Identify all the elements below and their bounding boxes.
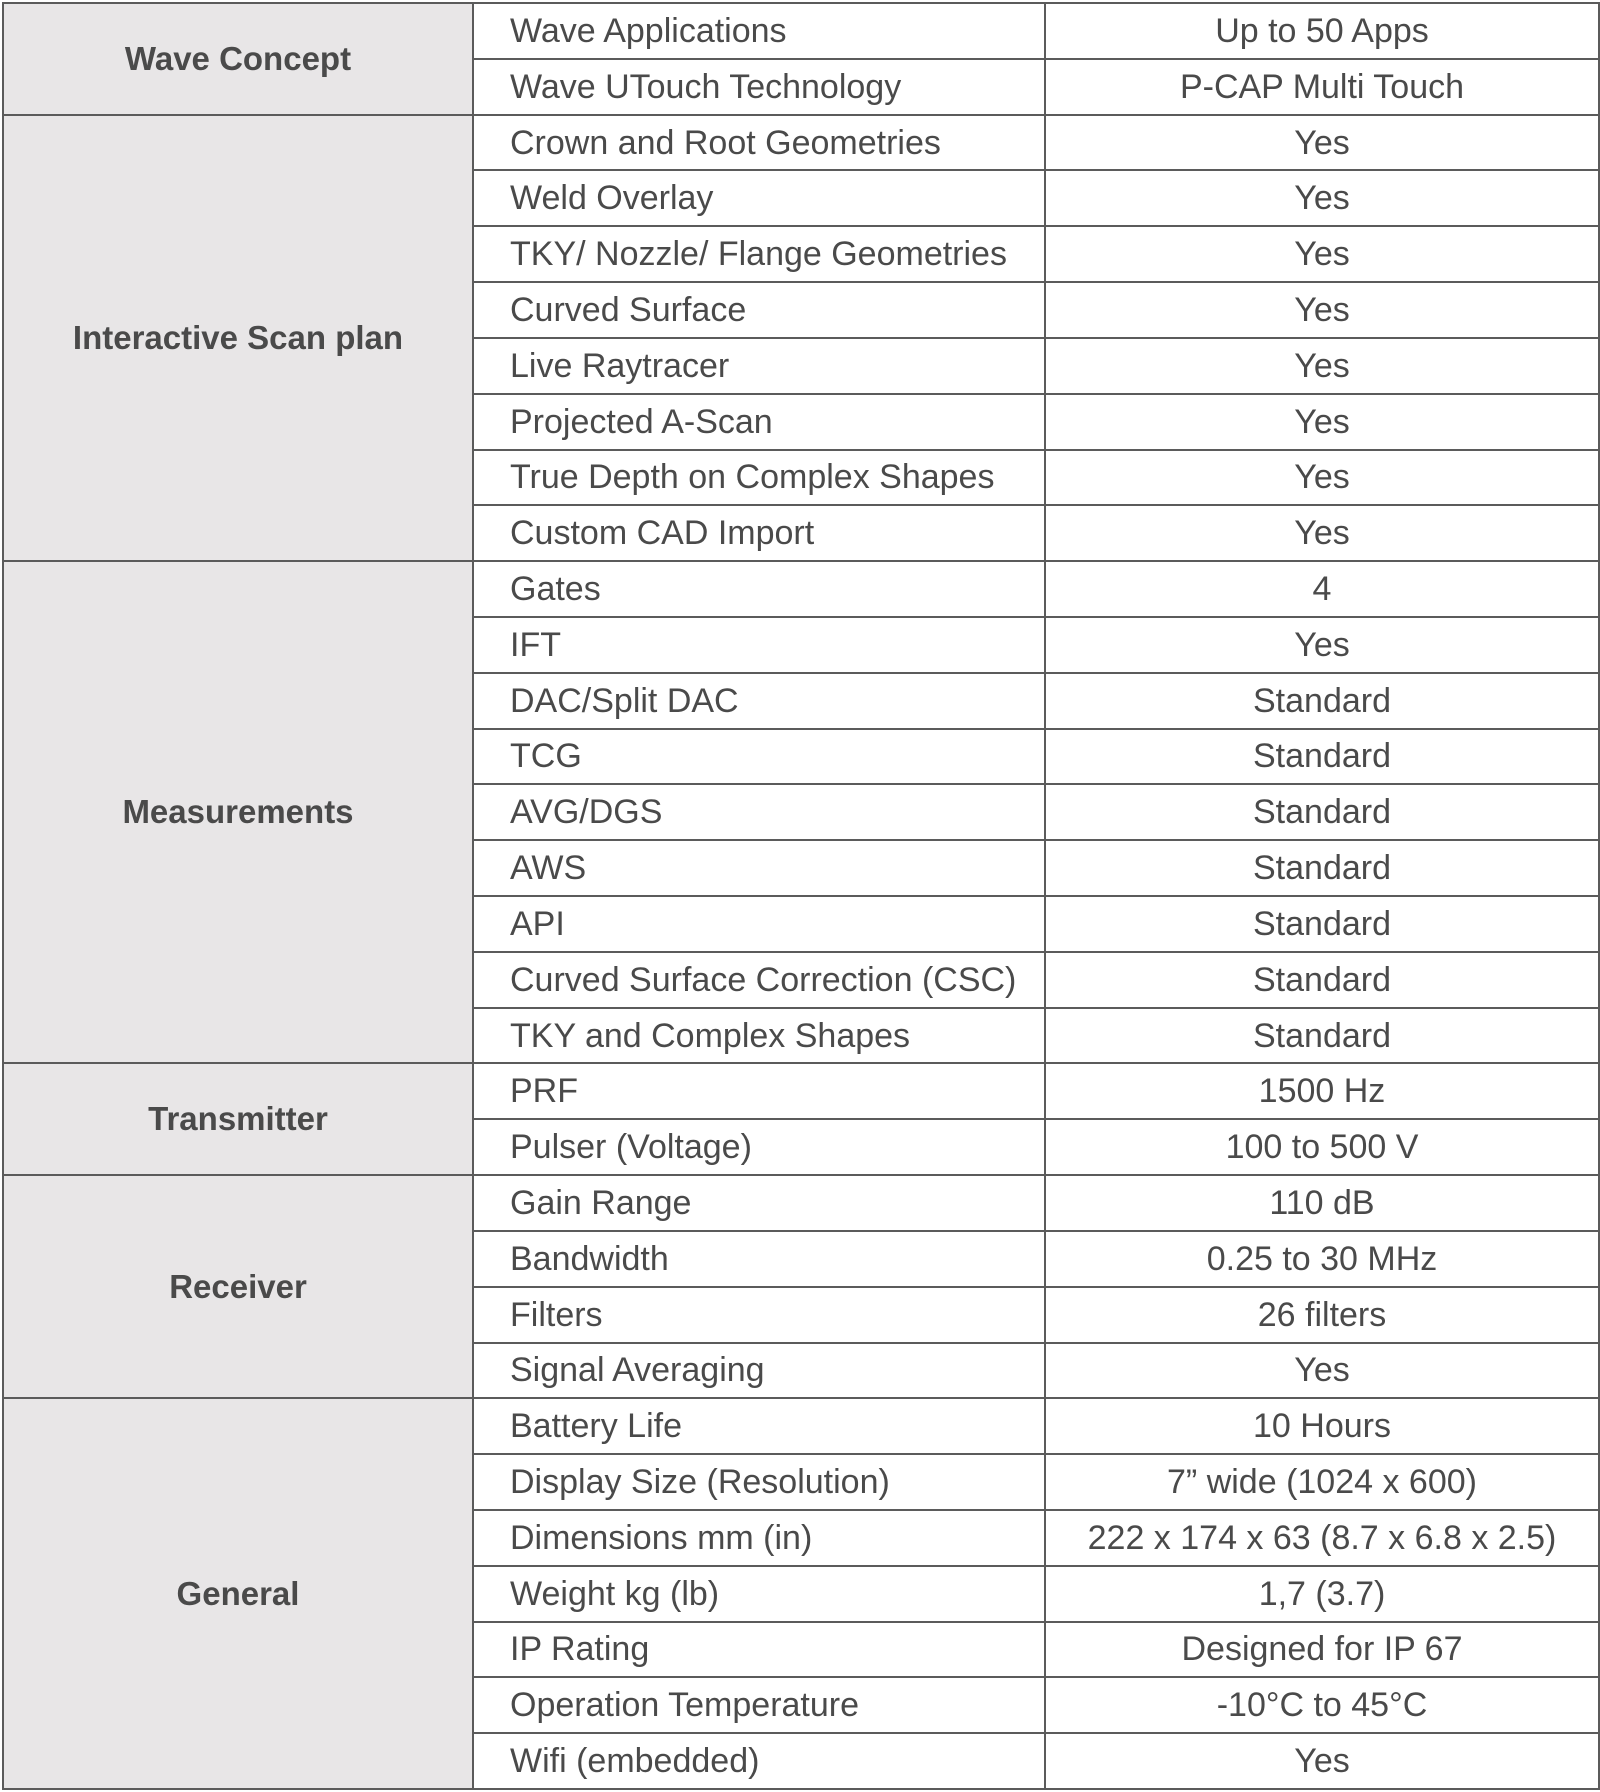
value-cell: Yes	[1045, 338, 1599, 394]
feature-cell: Operation Temperature	[473, 1677, 1045, 1733]
value-cell: Standard	[1045, 952, 1599, 1008]
value-cell: Standard	[1045, 729, 1599, 785]
feature-cell: Weight kg (lb)	[473, 1566, 1045, 1622]
feature-cell: Display Size (Resolution)	[473, 1454, 1045, 1510]
value-cell: Standard	[1045, 896, 1599, 952]
feature-cell: Signal Averaging	[473, 1343, 1045, 1399]
value-cell: 0.25 to 30 MHz	[1045, 1231, 1599, 1287]
value-cell: 100 to 500 V	[1045, 1119, 1599, 1175]
feature-cell: Projected A-Scan	[473, 394, 1045, 450]
value-cell: Yes	[1045, 226, 1599, 282]
feature-cell: Pulser (Voltage)	[473, 1119, 1045, 1175]
feature-cell: AVG/DGS	[473, 784, 1045, 840]
feature-cell: True Depth on Complex Shapes	[473, 450, 1045, 506]
feature-cell: Battery Life	[473, 1398, 1045, 1454]
value-cell: Yes	[1045, 450, 1599, 506]
value-cell: 1,7 (3.7)	[1045, 1566, 1599, 1622]
category-cell: Receiver	[3, 1175, 473, 1398]
value-cell: Designed for IP 67	[1045, 1622, 1599, 1678]
table-row	[3, 3, 1599, 59]
value-cell: Standard	[1045, 673, 1599, 729]
feature-cell: Gain Range	[473, 1175, 1045, 1231]
feature-cell: Bandwidth	[473, 1231, 1045, 1287]
specifications-table	[2, 2, 1600, 1790]
feature-cell: Curved Surface Correction (CSC)	[473, 952, 1045, 1008]
category-cell: General	[3, 1398, 473, 1789]
feature-cell: Gates	[473, 561, 1045, 617]
value-cell: Yes	[1045, 394, 1599, 450]
feature-cell: Dimensions mm (in)	[473, 1510, 1045, 1566]
value-cell: Yes	[1045, 617, 1599, 673]
feature-cell: Wifi (embedded)	[473, 1733, 1045, 1789]
feature-cell: API	[473, 896, 1045, 952]
table-row	[3, 1175, 1599, 1231]
feature-cell: Curved Surface	[473, 282, 1045, 338]
value-cell: Yes	[1045, 1343, 1599, 1399]
value-cell: Standard	[1045, 1008, 1599, 1064]
value-cell: 222 x 174 x 63 (8.7 x 6.8 x 2.5)	[1045, 1510, 1599, 1566]
feature-cell: IP Rating	[473, 1622, 1045, 1678]
value-cell: 4	[1045, 561, 1599, 617]
table-row	[3, 1063, 1599, 1119]
feature-cell: TCG	[473, 729, 1045, 785]
table-row	[3, 115, 1599, 171]
feature-cell: AWS	[473, 840, 1045, 896]
value-cell: Standard	[1045, 840, 1599, 896]
value-cell: Yes	[1045, 1733, 1599, 1789]
category-cell: Interactive Scan plan	[3, 115, 473, 562]
feature-cell: PRF	[473, 1063, 1045, 1119]
category-cell: Transmitter	[3, 1063, 473, 1175]
value-cell: 1500 Hz	[1045, 1063, 1599, 1119]
value-cell: 26 filters	[1045, 1287, 1599, 1343]
feature-cell: TKY/ Nozzle/ Flange Geometries	[473, 226, 1045, 282]
feature-cell: Wave UTouch Technology	[473, 59, 1045, 115]
value-cell: Yes	[1045, 282, 1599, 338]
value-cell: -10°C to 45°C	[1045, 1677, 1599, 1733]
category-cell: Wave Concept	[3, 3, 473, 115]
feature-cell: Live Raytracer	[473, 338, 1045, 394]
feature-cell: Crown and Root Geometries	[473, 115, 1045, 171]
specifications-table-body	[3, 3, 1599, 1789]
value-cell: Standard	[1045, 784, 1599, 840]
value-cell: 10 Hours	[1045, 1398, 1599, 1454]
feature-cell: IFT	[473, 617, 1045, 673]
value-cell: 110 dB	[1045, 1175, 1599, 1231]
feature-cell: Wave Applications	[473, 3, 1045, 59]
value-cell: 7” wide (1024 x 600)	[1045, 1454, 1599, 1510]
value-cell: Yes	[1045, 115, 1599, 171]
value-cell: Up to 50 Apps	[1045, 3, 1599, 59]
value-cell: Yes	[1045, 505, 1599, 561]
feature-cell: Filters	[473, 1287, 1045, 1343]
table-row	[3, 1398, 1599, 1454]
table-row	[3, 561, 1599, 617]
feature-cell: Weld Overlay	[473, 170, 1045, 226]
feature-cell: DAC/Split DAC	[473, 673, 1045, 729]
value-cell: Yes	[1045, 170, 1599, 226]
value-cell: P-CAP Multi Touch	[1045, 59, 1599, 115]
feature-cell: TKY and Complex Shapes	[473, 1008, 1045, 1064]
feature-cell: Custom CAD Import	[473, 505, 1045, 561]
category-cell: Measurements	[3, 561, 473, 1063]
